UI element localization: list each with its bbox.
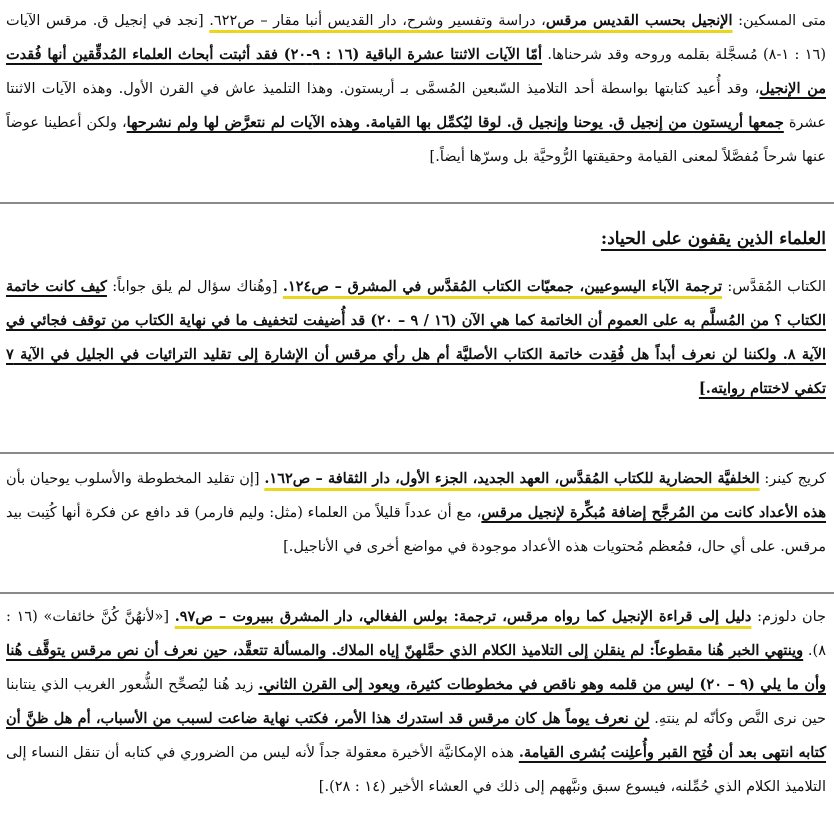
section-divider (0, 452, 834, 454)
citation-block-jesuit-bible (6, 270, 826, 460)
author-name: الكتاب المُقدَّس: (722, 279, 826, 295)
citation-paragraph (6, 4, 826, 174)
quote-text: ، وقد أُعيد كتابتها بواسطة أحد التلاميذ السّبعين المُسمَّى بـ أريستون. وهذا التلميذ عاش في القرن الأول. وهذه الآيات الاثنتا عشرة (6, 81, 826, 131)
citation-paragraph (6, 462, 826, 564)
book-title: الخلفيَّة الحضارية للكتاب المُقدَّس، العهد الجديد، الجزء الأول، دار الثقافة – ص١٦٢. (264, 470, 760, 487)
author-name: متى المسكين: (732, 13, 826, 29)
quote-text: [نجد في إنجيل ق. مرقس الآيات (١٦ : ١-٨) مُسجَّلة بقلمه وروحه وقد شرحناها. (6, 13, 826, 63)
highlighted-quote: أمّا الآيات الاثنتا عشرة الباقية (١٦ : ٩-٢٠) فقد أثبتت أبحاث العلماء المُدقِّقين أنها فُقدت من الإنجيل (6, 46, 827, 97)
citation-block-delorme (6, 600, 826, 836)
highlighted-quote: لن نعرف يوماً هل كان مرقس قد استدرك هذا الأمر، فكتب نهاية ضاعت لسبب من الأسباب، أم هل ظنَّ أن كتابه انتهى بعد أن فُتِح القبر وأُعلِنت بُشرى القيامة. (6, 710, 827, 761)
quote-text: زيد هُنا ليُصحِّح الشُّعور الغريب الذي ينتابنا حين نرى النَّص وكأنّه لم ينتهِ. (6, 677, 827, 727)
quote-text: ، مع أن عدداً قليلاً من العلماء (مثل: وليم فارمر) قد دافع عن فكرة أنها كُتِبت بيد مرقس. على أي حال، فمُعظم مُحتويات هذه الأعداد موجودة في مواضع أخرى في الأناجيل.] (6, 505, 826, 555)
highlighted-quote: هذه الأعداد كانت من المُرجَّح إضافة مُبكِّرة لإنجيل مرقس (481, 504, 826, 521)
quote-text: ، ولكن أعطينا عوضاً عنها شرحاً مُفصَّلاً لمعنى القيامة وحقيقتها الرُّوحيَّة بل وسرّها أيضاً.] (6, 115, 826, 165)
book-title: ترجمة الآباء اليسوعيين، جمعيّات الكتاب المُقدَّس في المشرق – ص١٢٤. (282, 278, 723, 295)
highlighted-quote: جمعها أريستون من إنجيل ق. يوحنا وإنجيل ق. لوقا ليُكمِّل بها القيامة. وهذه الآيات لم نتعرَّض لها ولم نشرحها (126, 114, 784, 131)
highlighted-quote: وينتهي الخبر هُنا مقطوعاً: لم ينقلن إلى التلاميذ الكلام الذي حمَّلهنّ إياه الملاك. والمسألة تتعقَّد، حين نعرف أن نص مرقس يتوقَّف هُنا وأن ما يلي (٩ – ٢٠) ليس من قلمه وهو ناقص في مخطوطات كثيرة، ويعود إلى القرن الثاني. (6, 642, 826, 693)
citation-block-meskeen (6, 4, 826, 194)
author-name: جان دلوزم: (751, 609, 827, 625)
quote-text: [«لأنهُنَّ كُنَّ خائفات» (١٦ : ٨). (6, 609, 826, 659)
quote-text: [إن تقليد المخطوطة والأسلوب يوحيان بأن (6, 471, 265, 487)
quote-text: هذه الإمكانيَّة الأخيرة معقولة جداً لأنه ليس من الضروري في كتابه أن تنقل النساء إلى التلاميذ الكلام الذي حُمِّلنه، فيسوع سبق ونبَّههم إلى ذلك في العشاء الأخير (١٤ : ٢٨).] (6, 745, 826, 795)
book-title: دليل إلى قراءة الإنجيل كما رواه مرقس، ترجمة: بولس الفغالي، دار المشرق ببيروت – ص٩٧. (174, 608, 752, 625)
highlighted-quote: كيف كانت خاتمة الكتاب ؟ من المُسلَّم به على العموم أن الخاتمة كما هي الآن (١٦ / ٩ – ٢٠) قد أُضيفت لتخفيف ما في نهاية الكتاب من توقف فجائي في الآية ٨. ولكننا لن نعرف أبداً هل فُقِدت خاتمة الكتاب الأصليَّة أم هل رأي مرقس أن الإشارة إلى تقليد الترائيات في الجليل في الآية ٧ تكفي لاختتام روايته.] (6, 278, 827, 397)
citation-paragraph (6, 600, 826, 804)
book-title: الإنجيل بحسب القديس مرقس (545, 12, 733, 29)
publication-info: ، دراسة وتفسير وشرح، دار القديس أنبا مقار – ص٦٢٢. (209, 13, 546, 29)
section-divider (0, 202, 834, 204)
section-heading: العلماء الذين يقفون على الحياد: (600, 229, 826, 249)
citation-paragraph (6, 270, 826, 406)
section-divider (0, 592, 834, 594)
citation-block-keener (6, 462, 826, 590)
quote-text: [وهُناك سؤال لم يلق جواباً: (106, 279, 283, 295)
author-name: كريج كينر: (759, 471, 826, 487)
